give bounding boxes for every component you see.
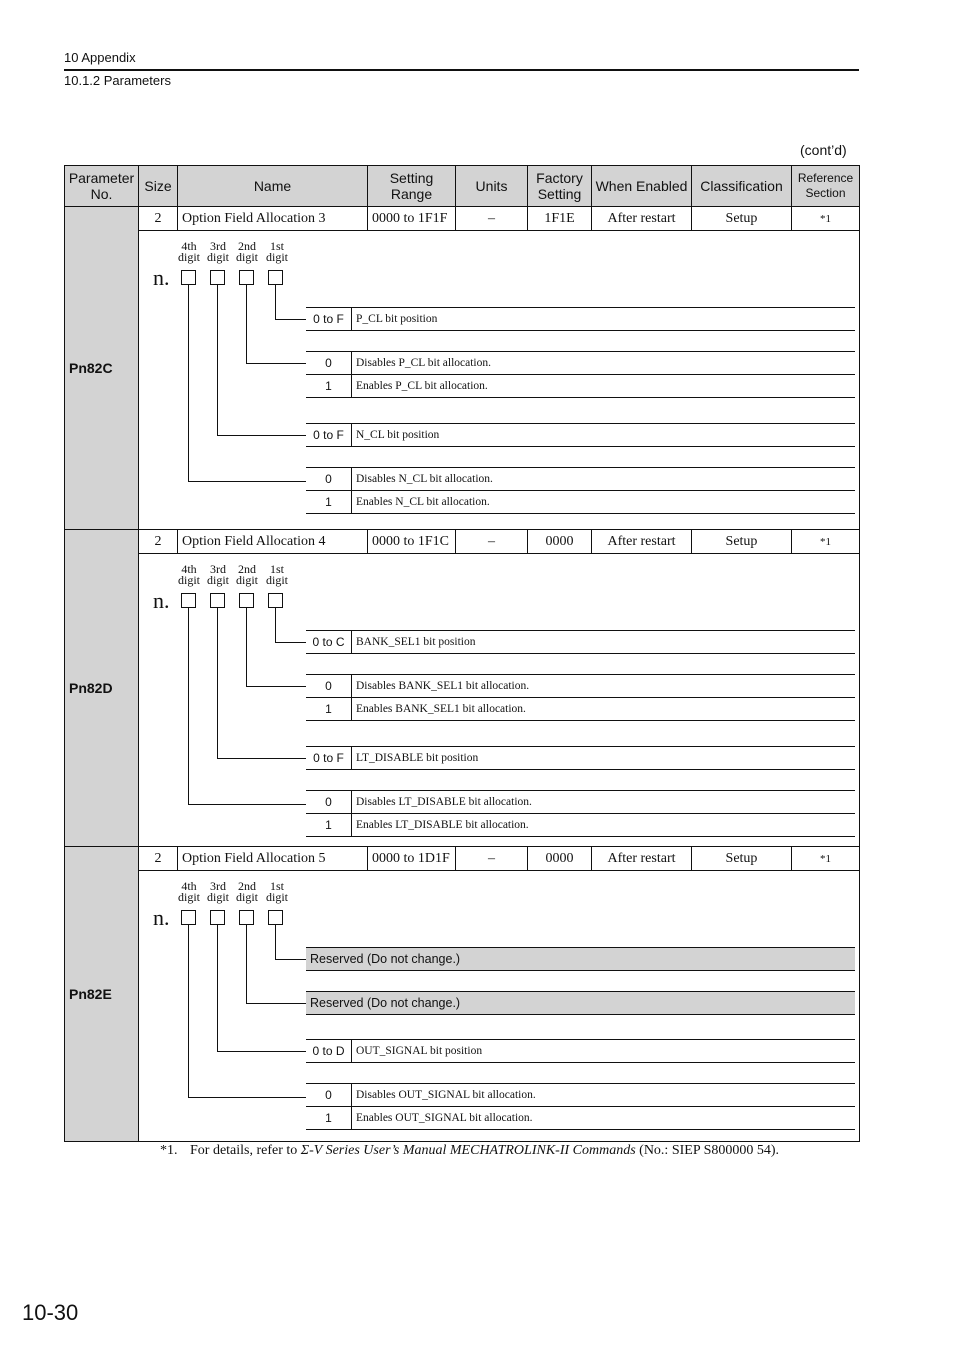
digit-2-box <box>239 270 254 285</box>
classification-cell: Setup <box>692 207 792 231</box>
digit-1-box <box>268 270 283 285</box>
list-item: 0 Disables N_CL bit allocation. <box>306 467 855 491</box>
col-header-name: Name <box>178 166 368 207</box>
factory-setting-cell: 0000 <box>528 530 592 554</box>
n-prefix: n. <box>153 588 170 613</box>
units-cell: – <box>456 207 528 231</box>
digit-diagram <box>139 231 859 529</box>
digit-diagram-cell <box>139 871 860 1142</box>
reserved-row: Reserved (Do not change.) <box>306 991 855 1015</box>
digit-2-label: 2nd digit <box>235 879 258 904</box>
name-cell: Option Field Allocation 5 <box>178 847 368 871</box>
list-item: 0 to F LT_DISABLE bit position <box>306 746 855 770</box>
digit-2-box <box>239 910 254 925</box>
digit-4-label: 4th digit <box>177 562 200 587</box>
n-prefix: n. <box>153 265 170 290</box>
list-item: 1 Enables BANK_SEL1 bit allocation. <box>306 697 855 721</box>
digit-diagram <box>139 554 859 846</box>
when-enabled-cell: After restart <box>592 530 692 554</box>
col-header-size: Size <box>139 166 178 207</box>
table-row <box>65 530 860 554</box>
digit-2-box <box>239 593 254 608</box>
footnote-pre: For details, refer to <box>190 1143 301 1158</box>
digit-4-box <box>181 593 196 608</box>
name-cell: Option Field Allocation 3 <box>178 207 368 231</box>
list-item: 1 Enables OUT_SIGNAL bit allocation. <box>306 1106 855 1130</box>
col-header-when-enabled: When Enabled <box>592 166 692 207</box>
diagram-row <box>65 871 860 1142</box>
col-header-units: Units <box>456 166 528 207</box>
factory-setting-cell: 1F1E <box>528 207 592 231</box>
list-item: 1 Enables LT_DISABLE bit allocation. <box>306 813 855 837</box>
classification-cell: Setup <box>692 530 792 554</box>
chapter-header: 10 Appendix <box>64 50 136 65</box>
diagram-row <box>65 231 860 530</box>
parameter-number: Pn82C <box>65 207 139 530</box>
name-cell: Option Field Allocation 4 <box>178 530 368 554</box>
list-item: 0 Disables LT_DISABLE bit allocation. <box>306 790 855 814</box>
col-header-parameter-no: Parameter No. <box>65 166 139 207</box>
list-item: 0 Disables BANK_SEL1 bit allocation. <box>306 674 855 698</box>
digit-1-label: 1st digit <box>265 879 288 904</box>
header-rule <box>64 69 859 71</box>
digit-1-label: 1st digit <box>265 239 288 264</box>
list-item: 0 to F P_CL bit position <box>306 307 855 331</box>
digit-4-box <box>181 270 196 285</box>
list-item: 0 to F N_CL bit position <box>306 423 855 447</box>
digit-diagram-cell <box>139 231 860 530</box>
reference-cell: *1 <box>792 847 860 871</box>
setting-range-cell: 0000 to 1D1F <box>368 847 456 871</box>
reserved-row: Reserved (Do not change.) <box>306 947 855 971</box>
list-item: 0 Disables OUT_SIGNAL bit allocation. <box>306 1083 855 1107</box>
col-header-setting-range: Setting Range <box>368 166 456 207</box>
footnote-manual-title: Σ-V Series User’s Manual MECHATROLINK-II Commands <box>300 1143 636 1158</box>
page-number: 10-30 <box>22 1300 79 1325</box>
list-item: 0 to C BANK_SEL1 bit position <box>306 630 855 654</box>
list-item: 0 to D OUT_SIGNAL bit position <box>306 1039 855 1063</box>
digit-diagram <box>139 871 859 1141</box>
digit-1-box <box>268 593 283 608</box>
digit-3-box <box>210 270 225 285</box>
col-header-factory-setting: Factory Setting <box>528 166 592 207</box>
digit-3-box <box>210 910 225 925</box>
units-cell: – <box>456 530 528 554</box>
section-header: 10.1.2 Parameters <box>64 73 171 88</box>
digit-4-label: 4th digit <box>177 239 200 264</box>
reference-cell: *1 <box>792 207 860 231</box>
digit-3-label: 3rd digit <box>206 239 229 264</box>
diagram-row <box>65 554 860 847</box>
col-header-reference-section: Reference Section <box>792 166 860 207</box>
digit-3-label: 3rd digit <box>206 562 229 587</box>
footnote-post: (No.: SIEP S800000 54). <box>635 1143 780 1158</box>
parameter-number: Pn82E <box>65 847 139 1142</box>
when-enabled-cell: After restart <box>592 207 692 231</box>
digit-2-label: 2nd digit <box>235 562 258 587</box>
footnote-mark: *1. <box>160 1143 178 1158</box>
list-item: 1 Enables N_CL bit allocation. <box>306 490 855 514</box>
setting-range-cell: 0000 to 1F1C <box>368 530 456 554</box>
continued-label: (cont’d) <box>800 142 847 158</box>
table-header-row <box>65 166 860 207</box>
n-prefix: n. <box>153 905 170 930</box>
table-row <box>65 207 860 231</box>
size-cell: 2 <box>139 530 178 554</box>
table-row <box>65 847 860 871</box>
size-cell: 2 <box>139 847 178 871</box>
col-header-classification: Classification <box>692 166 792 207</box>
reference-cell: *1 <box>792 530 860 554</box>
parameter-table <box>64 165 860 1142</box>
size-cell: 2 <box>139 207 178 231</box>
digit-4-label: 4th digit <box>177 879 200 904</box>
digit-2-label: 2nd digit <box>235 239 258 264</box>
setting-range-cell: 0000 to 1F1F <box>368 207 456 231</box>
digit-3-label: 3rd digit <box>206 879 229 904</box>
digit-diagram-cell <box>139 554 860 847</box>
digit-4-box <box>181 910 196 925</box>
classification-cell: Setup <box>692 847 792 871</box>
factory-setting-cell: 0000 <box>528 847 592 871</box>
digit-3-box <box>210 593 225 608</box>
footnote <box>160 1143 779 1159</box>
digit-1-box <box>268 910 283 925</box>
digit-1-label: 1st digit <box>265 562 288 587</box>
list-item: 1 Enables P_CL bit allocation. <box>306 374 855 398</box>
list-item: 0 Disables P_CL bit allocation. <box>306 351 855 375</box>
parameter-number: Pn82D <box>65 530 139 847</box>
when-enabled-cell: After restart <box>592 847 692 871</box>
units-cell: – <box>456 847 528 871</box>
